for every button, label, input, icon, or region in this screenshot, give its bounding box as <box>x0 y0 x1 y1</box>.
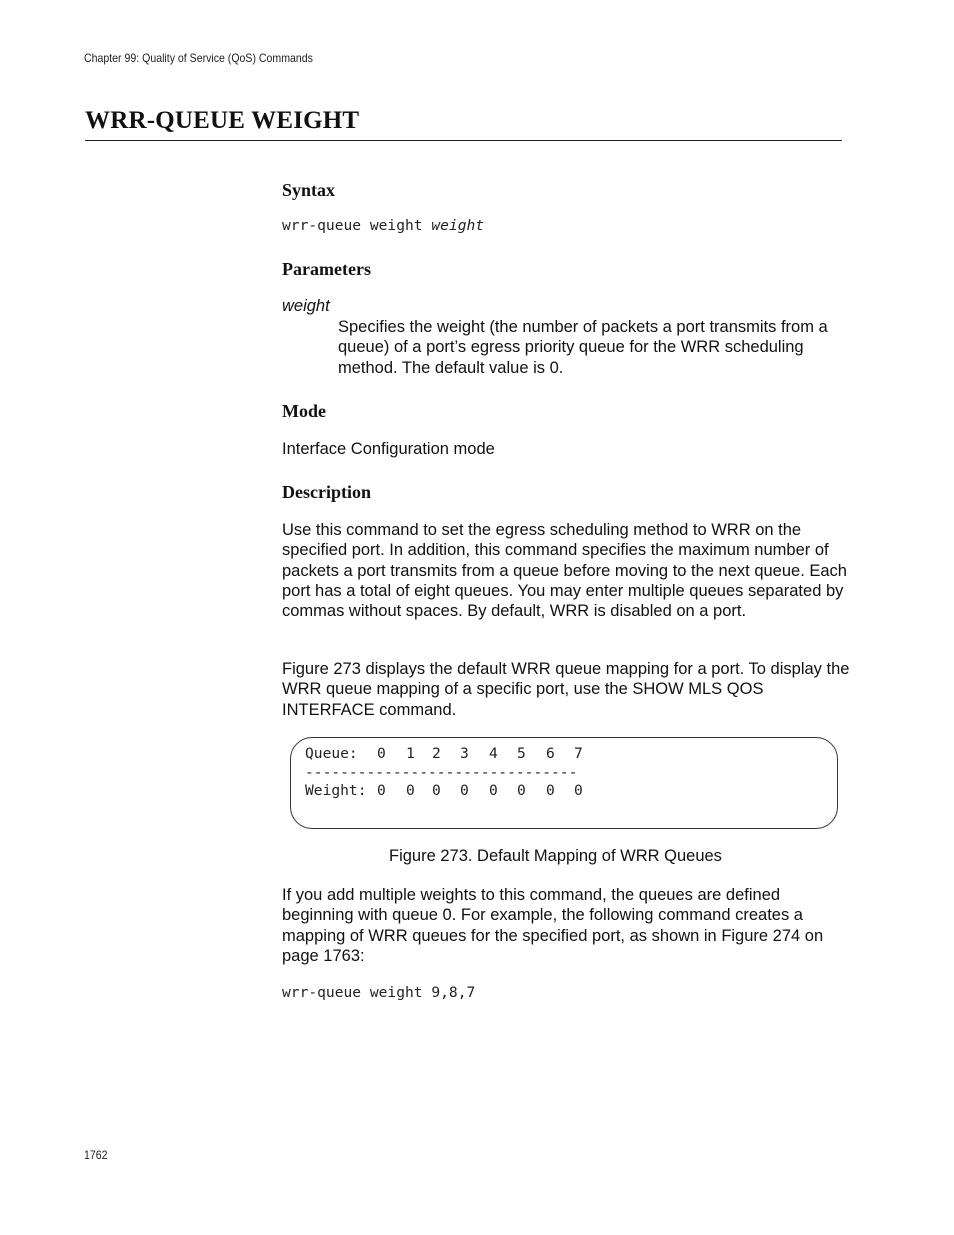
queue-number-4: 4 <box>489 745 498 762</box>
mode-text: Interface Configuration mode <box>282 440 495 458</box>
syntax-argument: weight <box>431 217 485 234</box>
weight-value-1: 0 <box>406 782 415 799</box>
weight-value-4: 0 <box>489 782 498 799</box>
parameters-heading: Parameters <box>282 259 371 279</box>
queue-number-2: 2 <box>432 745 441 762</box>
page-number: 1762 <box>84 1148 108 1162</box>
figure-weight-label: Weight: <box>305 782 367 799</box>
syntax-heading: Syntax <box>282 180 336 200</box>
description-paragraph-1: Use this command to set the egress scheduling method to WRR on the specified port. In addition, this command specifies the maximum number of packets a port transmits from a queue before moving to the next queue. Each port has a total of eight queues. You may enter multiple queues separated by commas without spaces. By default, WRR is disabled on a port. <box>282 521 847 621</box>
syntax-command-text: wrr-queue weight <box>282 217 432 234</box>
weight-value-5: 0 <box>517 782 526 799</box>
figure-separator: ------------------------------- <box>305 764 578 781</box>
queue-number-6: 6 <box>546 745 555 762</box>
weight-value-0: 0 <box>377 782 386 799</box>
figure-caption: Figure 273. Default Mapping of WRR Queues <box>389 847 722 865</box>
description-paragraph-2: Figure 273 displays the default WRR queue mapping for a port. To display the WRR queue mapping of a specific port, use the SHOW MLS QOS INTERFACE command. <box>282 660 850 719</box>
weight-value-3: 0 <box>460 782 469 799</box>
queue-number-3: 3 <box>460 745 469 762</box>
weight-value-7: 0 <box>574 782 583 799</box>
syntax-command <box>282 217 484 234</box>
example-command: wrr-queue weight 9,8,7 <box>282 984 476 1001</box>
weight-value-2: 0 <box>432 782 441 799</box>
running-header: Chapter 99: Quality of Service (QoS) Commands <box>84 51 313 65</box>
parameter-name: weight <box>282 297 330 315</box>
description-heading: Description <box>282 482 371 502</box>
description-paragraph-3: If you add multiple weights to this command, the queues are defined beginning with queue 0. For example, the following command creates a mapping of WRR queues for the specified port, as shown in Figure 274 on page 1763: <box>282 886 824 965</box>
mode-heading: Mode <box>282 401 326 421</box>
weight-value-6: 0 <box>546 782 555 799</box>
parameter-description: Specifies the weight (the number of packets a port transmits from a queue) of a port’s egress priority queue for the WRR scheduling method. The default value is 0. <box>338 318 828 377</box>
queue-number-1: 1 <box>406 745 415 762</box>
page-title: WRR-QUEUE WEIGHT <box>85 107 360 134</box>
queue-number-5: 5 <box>517 745 526 762</box>
title-rule <box>85 140 842 141</box>
queue-number-7: 7 <box>574 745 583 762</box>
figure-frame <box>290 737 838 829</box>
figure-queue-label: Queue: <box>305 745 358 762</box>
queue-number-0: 0 <box>377 745 386 762</box>
